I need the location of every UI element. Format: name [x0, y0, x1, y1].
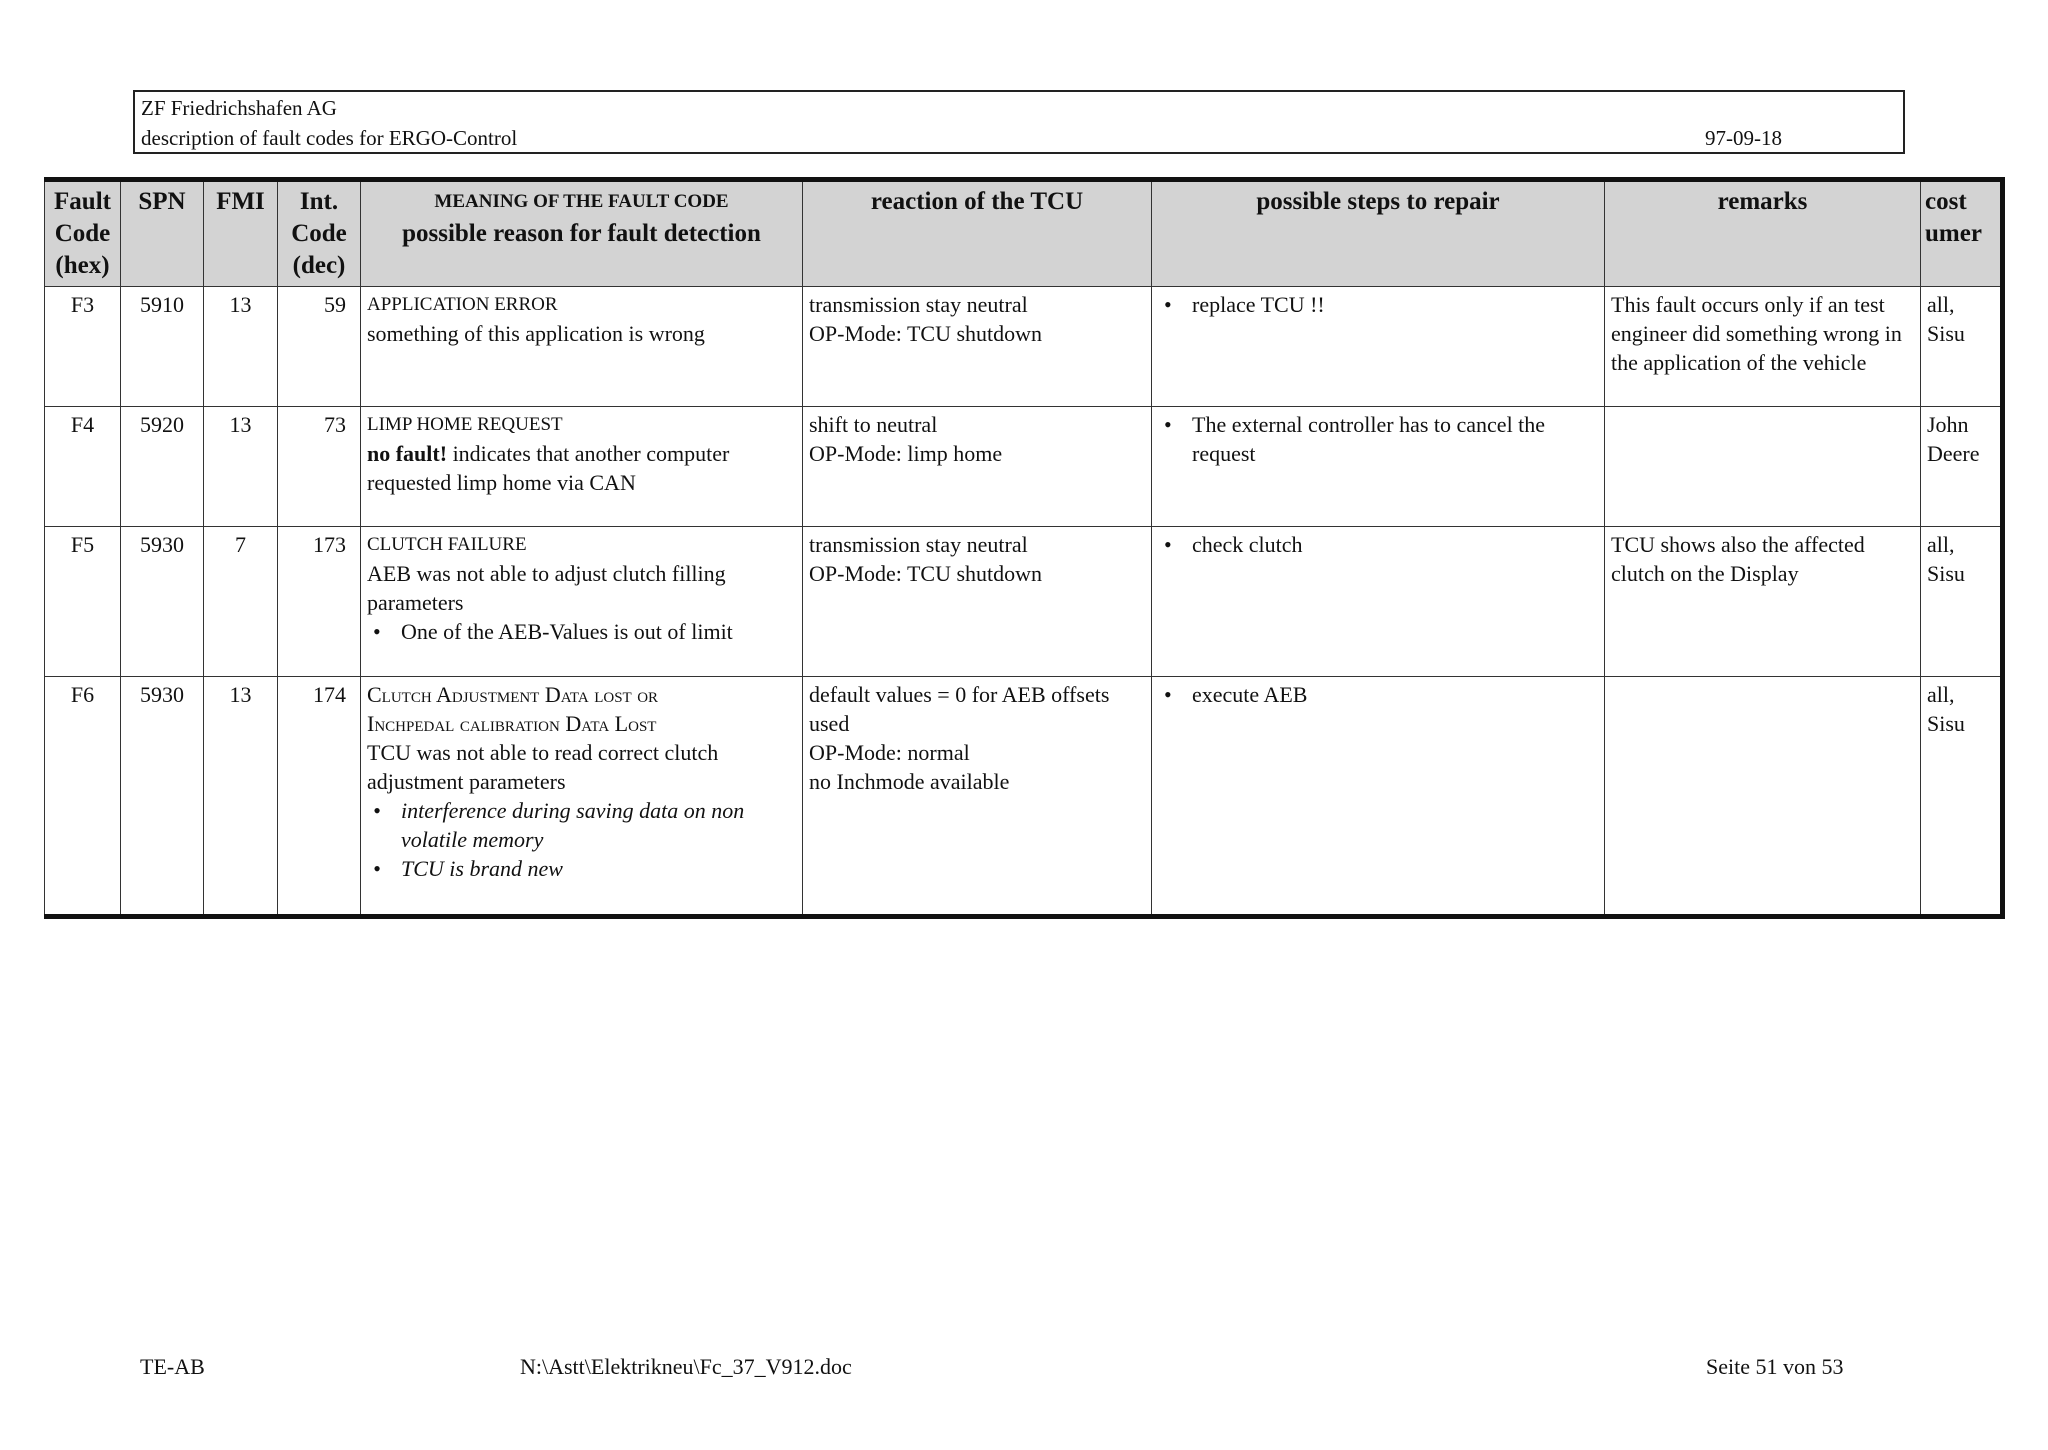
- steps-cell: [1152, 677, 1605, 917]
- repair-step: • check clutch: [1192, 530, 1598, 559]
- remarks-cell: [1605, 407, 1921, 527]
- repair-step: • The external controller has to cancel the request: [1192, 410, 1598, 468]
- header-steps: possible steps to repair: [1152, 180, 1605, 287]
- fault-title: LIMP HOME REQUEST: [367, 414, 563, 435]
- fault-code-table: [44, 177, 2005, 919]
- table-header-row: [45, 180, 2003, 287]
- remarks-cell: [1605, 677, 1921, 917]
- document-header: [133, 90, 1905, 154]
- reaction-cell: shift to neutral OP-Mode: limp home: [803, 407, 1152, 527]
- meaning-cell: [361, 677, 803, 917]
- spn-cell: 5920: [121, 407, 204, 527]
- fault-meaning: TCU was not able to read correct clutch adjustment parameters: [367, 740, 719, 794]
- customer-cell: all, Sisu: [1921, 677, 2003, 917]
- spn-cell: 5930: [121, 527, 204, 677]
- int-code-cell: 173: [278, 527, 361, 677]
- fault-title-continued: Inchpedal calibration Data Lost: [367, 711, 657, 736]
- reaction-cell: transmission stay neutral OP-Mode: TCU shutdown: [803, 287, 1152, 407]
- header-int-code: Int. Code (dec): [278, 180, 361, 287]
- steps-cell: [1152, 527, 1605, 677]
- int-code-cell: 59: [278, 287, 361, 407]
- footer-department: TE-AB: [140, 1354, 205, 1379]
- fault-title: CLUTCH FAILURE: [367, 534, 527, 555]
- fault-code-cell: F6: [45, 677, 121, 917]
- table-row: [45, 527, 2003, 677]
- table-row: [45, 677, 2003, 917]
- customer-cell: all, Sisu: [1921, 527, 2003, 677]
- steps-cell: [1152, 407, 1605, 527]
- fault-meaning: something of this application is wrong: [367, 321, 705, 346]
- customer-cell: John Deere: [1921, 407, 2003, 527]
- spn-cell: 5930: [121, 677, 204, 917]
- header-customer: cost umer: [1921, 180, 2003, 287]
- fmi-cell: 7: [204, 527, 278, 677]
- header-fault-code: Fault Code (hex): [45, 180, 121, 287]
- footer-page-number: Seite 51 von 53: [1706, 1354, 1844, 1379]
- customer-cell: all, Sisu: [1921, 287, 2003, 407]
- int-code-cell: 174: [278, 677, 361, 917]
- company-name: ZF Friedrichshafen AG: [141, 96, 337, 120]
- remarks-cell: This fault occurs only if an test engineer did something wrong in the application of the vehicle: [1605, 287, 1921, 407]
- reason-bullet: • interference during saving data on non volatile memory: [401, 796, 796, 854]
- remarks-cell: TCU shows also the affected clutch on the Display: [1605, 527, 1921, 677]
- reaction-cell: default values = 0 for AEB offsets used OP-Mode: normal no Inchmode available: [803, 677, 1152, 917]
- fmi-cell: 13: [204, 407, 278, 527]
- table-row: [45, 407, 2003, 527]
- reaction-cell: transmission stay neutral OP-Mode: TCU shutdown: [803, 527, 1152, 677]
- fmi-cell: 13: [204, 677, 278, 917]
- document-description: description of fault codes for ERGO-Control: [141, 126, 518, 150]
- repair-step: • replace TCU !!: [1192, 290, 1598, 319]
- repair-step: • execute AEB: [1192, 680, 1598, 709]
- spn-cell: 5910: [121, 287, 204, 407]
- footer-file-path: N:\Astt\Elektrikneu\Fc_37_V912.doc: [520, 1354, 852, 1379]
- reason-bullet: • One of the AEB-Values is out of limit: [401, 617, 796, 646]
- fault-code-cell: F5: [45, 527, 121, 677]
- fault-title: Clutch Adjustment Data lost or: [367, 682, 659, 707]
- document-date: 97-09-18: [1705, 126, 1782, 150]
- fault-meaning: AEB was not able to adjust clutch filling parameters: [367, 561, 726, 615]
- header-fmi: FMI: [204, 180, 278, 287]
- reason-bullet: • TCU is brand new: [401, 854, 796, 883]
- header-reaction: reaction of the TCU: [803, 180, 1152, 287]
- fault-meaning: no fault! indicates that another computer requested limp home via CAN: [367, 441, 730, 495]
- fault-code-cell: F3: [45, 287, 121, 407]
- table-row: [45, 287, 2003, 407]
- meaning-cell: [361, 407, 803, 527]
- steps-cell: [1152, 287, 1605, 407]
- header-remarks: remarks: [1605, 180, 1921, 287]
- meaning-cell: [361, 287, 803, 407]
- meaning-cell: [361, 527, 803, 677]
- header-meaning: MEANING OF THE FAULT CODE possible reason for fault detection: [361, 180, 803, 287]
- header-spn: SPN: [121, 180, 204, 287]
- fault-code-cell: F4: [45, 407, 121, 527]
- fault-title: APPLICATION ERROR: [367, 294, 558, 315]
- fmi-cell: 13: [204, 287, 278, 407]
- int-code-cell: 73: [278, 407, 361, 527]
